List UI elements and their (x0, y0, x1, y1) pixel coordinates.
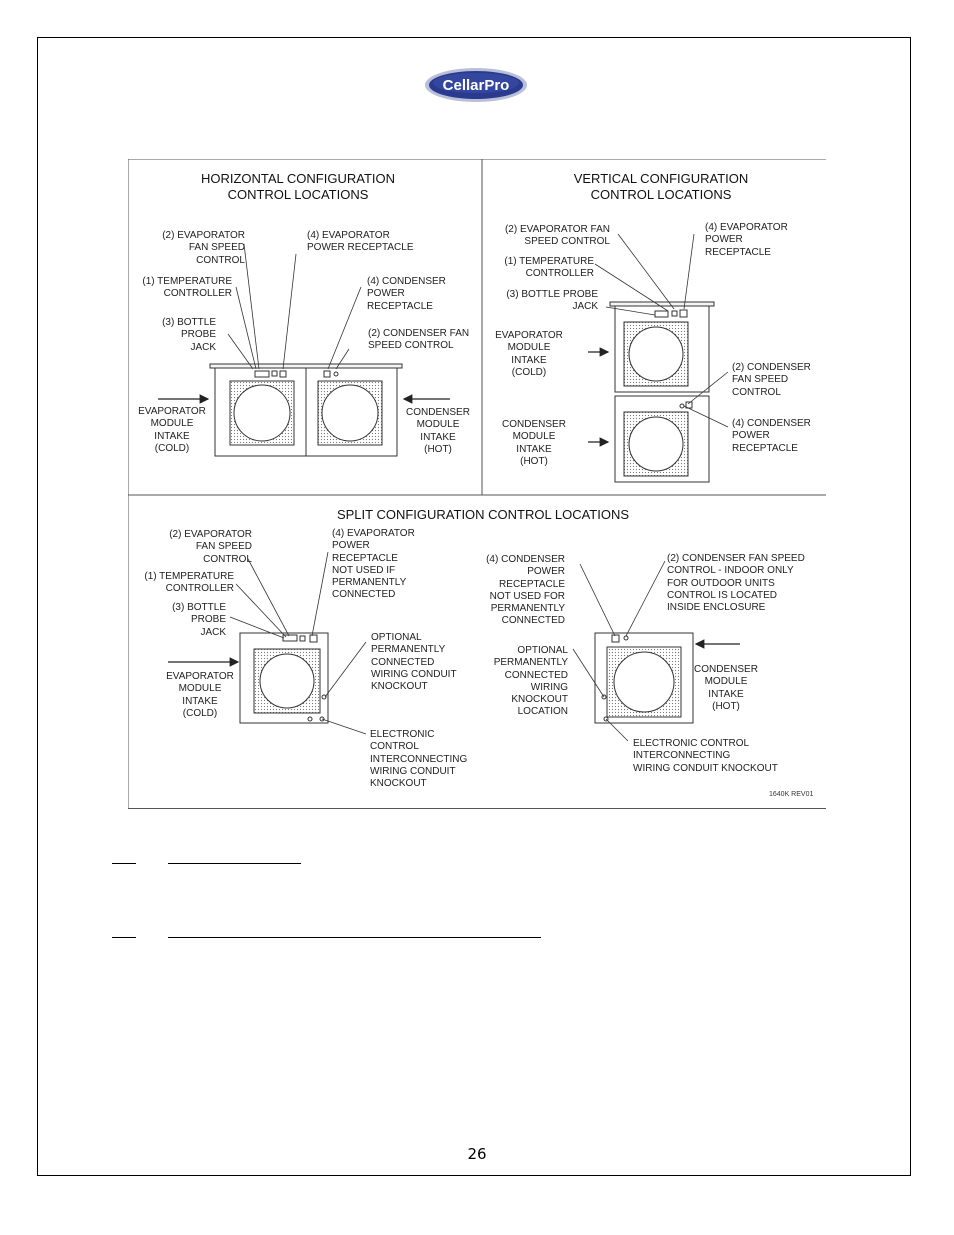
split-cond-power-label: (4) CONDENSER POWER RECEPTACLE NOT USED FOR PERMANENTLY CONNECTED (486, 554, 565, 627)
split-condenser-unit (595, 633, 693, 723)
horizontal-cond-intake-label: CONDENSER MODULE INTAKE (HOT) (406, 407, 470, 455)
horizontal-bottle-probe-label: (3) BOTTLE PROBE JACK (162, 317, 216, 353)
logo-text: CellarPro (442, 77, 510, 94)
split-evaporator-unit (240, 633, 328, 723)
horizontal-evap-fan-speed-label: (2) EVAPORATOR FAN SPEED CONTROL (162, 230, 245, 266)
horizontal-cond-power-label: (4) CONDENSER POWER RECEPTACLE (367, 276, 446, 312)
split-electronic-control-label: ELECTRONIC CONTROL INTERCONNECTING WIRING CONDUIT KNOCKOUT (370, 729, 468, 790)
vertical-cond-power-label: (4) CONDENSER POWER RECEPTACLE (732, 418, 811, 454)
vertical-evap-intake-label: EVAPORATOR MODULE INTAKE (COLD) (495, 330, 563, 378)
split-evap-intake-label: EVAPORATOR MODULE INTAKE (COLD) (166, 671, 234, 719)
split-optional-location-label: OPTIONAL PERMANENTLY CONNECTED WIRING KNOCKOUT LOCATION (493, 645, 568, 718)
horizontal-cond-fan-speed-label: (2) CONDENSER FAN SPEED CONTROL (368, 328, 470, 352)
section-heading-underline-2 (168, 937, 541, 938)
split-bottle-probe-label: (3) BOTTLE PROBE JACK (172, 602, 226, 638)
vertical-evap-fan-speed-label: (2) EVAPORATOR FAN SPEED CONTROL (504, 224, 610, 248)
horizontal-evap-intake-label: EVAPORATOR MODULE INTAKE (COLD) (138, 406, 206, 454)
page-number: 26 (467, 1145, 487, 1163)
split-temp-controller-label: (1) TEMPERATURE CONTROLLER (144, 571, 234, 595)
split-optional-knockout-label: OPTIONAL PERMANENTLY CONNECTED WIRING CONDUIT KNOCKOUT (371, 632, 457, 693)
split-evap-fan-speed-label: (2) EVAPORATOR FAN SPEED CONTROL (169, 529, 252, 565)
horizontal-title: HORIZONTAL CONFIGURATION CONTROL LOCATIONS (200, 171, 396, 202)
split-cond-intake-label: CONDENSER MODULE INTAKE (HOT) (694, 664, 758, 712)
split-evap-power-label: (4) EVAPORATOR POWER RECEPTACLE NOT USED IF PERMANENTLY CONNECTED (332, 528, 415, 601)
vertical-cond-intake-label: CONDENSER MODULE INTAKE (HOT) (502, 419, 566, 467)
vertical-title: VERTICAL CONFIGURATION CONTROL LOCATIONS (573, 171, 749, 202)
horizontal-temp-controller-label: (1) TEMPERATURE CONTROLLER (142, 276, 232, 300)
vertical-cond-fan-speed-label: (2) CONDENSER FAN SPEED CONTROL (732, 362, 811, 398)
section-heading-underline-1 (168, 863, 301, 864)
vertical-evap-power-label: (4) EVAPORATOR POWER RECEPTACLE (705, 222, 788, 258)
cellarpro-logo (424, 67, 528, 103)
split-title: SPLIT CONFIGURATION CONTROL LOCATIONS (336, 507, 630, 522)
drawing-reference: 1640K REV01 (769, 791, 814, 798)
section-number-underline-1 (112, 863, 136, 864)
horizontal-evap-power-label: (4) EVAPORATOR POWER RECEPTACLE (307, 230, 414, 254)
horizontal-units (210, 364, 402, 456)
configuration-diagram (128, 159, 826, 809)
vertical-bottle-probe-label: (3) BOTTLE PROBE JACK (506, 289, 598, 313)
split-electronic-control-2-label: ELECTRONIC CONTROL INTERCONNECTING WIRING CONDUIT KNOCKOUT (633, 738, 778, 774)
vertical-temp-controller-label: (1) TEMPERATURE CONTROLLER (504, 256, 594, 280)
split-cond-fan-speed-label: (2) CONDENSER FAN SPEED CONTROL - INDOOR ONLY FOR OUTDOOR UNITS CONTROL IS LOCATED INSIDE ENCLOSURE (667, 553, 805, 614)
vertical-units (610, 302, 714, 482)
section-number-underline-2 (112, 937, 136, 938)
